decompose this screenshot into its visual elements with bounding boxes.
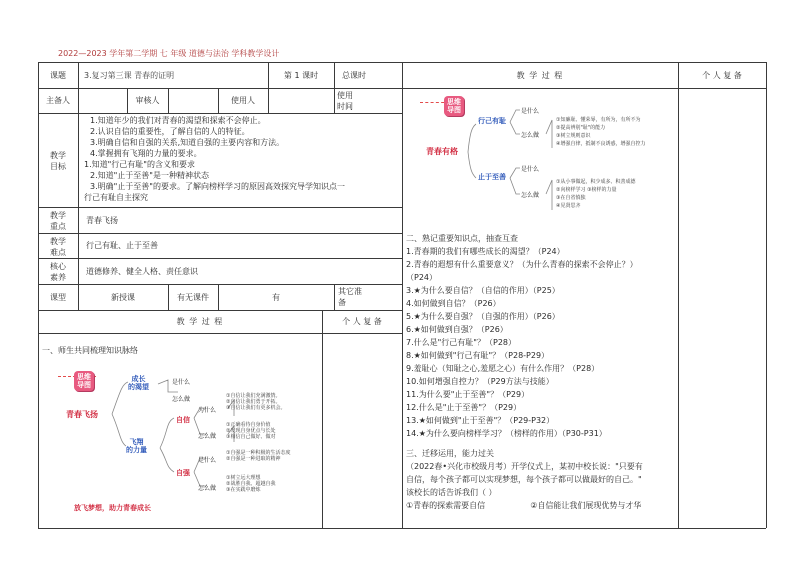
connector [510,178,520,194]
mindmap-what: 是什么 [172,379,191,386]
connector [468,124,476,152]
question-text-line: 该校长的话告诉我们（ ） [406,488,497,497]
detail-item: ③相信自己做好、做对 [226,434,276,440]
question-item: 11.为什么要"止于至善"？（P29） [406,390,530,399]
goal-item: 1.知道年少的我们对青春的渴望和探索不会停止。 [90,116,266,125]
mindmap-bottom-slogan: 放飞梦想，助力青春成长 [74,504,151,512]
period-label: 第 1 课时 [283,71,319,80]
mindmap-how: 怎么做 [172,396,191,403]
mindmap-details-what [226,450,290,462]
question-text-line: 自信，每个孩子都可以实现梦想，每个孩子都可以做最好的自己。" [406,475,642,484]
use-time-label: 使用 时间 [337,91,353,111]
mindmap-details-shame [556,117,646,147]
connector [112,414,126,446]
mindmap-how: 怎么做 [521,192,540,199]
connector [468,152,476,178]
question-item: 5.★为什么要自强？（自强的作用）（P26） [406,312,560,321]
courseware-label: 有无课件 [177,293,209,302]
question-item: 7.什么是"行己有耻"？（P28） [406,338,516,347]
detail-item: ③自信让我们有更多机会。 [226,405,286,411]
mindmap-branch-power: 飞翔 的力量 [126,438,147,454]
goal-item: 3.明确自信和自强的关系,知道自强的主要内容和方法。 [90,138,285,147]
detail-item: ①正确看待自身价值 [226,422,271,428]
user-label: 使用人 [231,96,255,105]
process-title-left: 教 学 过 程 [176,317,224,326]
literacy-label: 核心 素养 [50,262,66,282]
question-item: 1.青春期的我们有哪些成长的渴望？（P24） [406,247,565,256]
detail-item: ②自强是一种进取的精神 [226,456,281,462]
mindmap-what: 是什么 [198,457,217,464]
difficulties-value: 行己有耻、止于至善 [86,241,158,250]
connector [510,110,520,122]
goals-list [84,115,345,203]
goal-item: 1.知道"行己有耻"的含义和要求 [84,160,195,169]
question-item: 10.如何增强自控力？（P29方法与技能） [406,377,554,386]
question-item: 2.青春的遐想有什么重要意义？（为什么青春的探索不会停止？） [406,260,638,269]
mindmap-branch-growth: 成长 的渴望 [128,375,149,391]
section-three [406,447,643,512]
mindmap-how: 怎么做 [198,433,217,440]
mindmap-branch-shame: 行己有耻 [478,117,506,125]
question-item: 14.★为什么要向榜样学习？（榜样的作用）（P30-P31） [406,429,607,438]
detail-item: ①从小事做起，积少成多、积善成德 [556,179,636,185]
mindmap-confidence: 自信 [176,416,190,424]
mindmap-how: 怎么做 [521,132,540,139]
option-a: ①青春的探索需要自信 [406,501,486,510]
detail-item: ③树立规则意识 [556,133,591,139]
goal-item: 4.掌握拥有飞翔的力量的要求。 [90,149,202,158]
detail-item: ①树立远大理想 [226,475,261,481]
goal-item: 3.明确"止于至善"的要求。了解向榜样学习的原因高效探究导学知识点一 [90,182,345,191]
detail-item: ④增强自律，抵制不良诱惑，增强自控力 [556,141,646,147]
mindmap-root: 青春有格 [426,147,458,156]
detail-item: ②提高辨别"耻"的能力 [556,125,606,131]
courseware-value: 有 [272,293,280,302]
key-points-value: 青春飞扬 [86,216,118,225]
mindmap-how: 怎么做 [198,485,217,492]
connector [160,448,174,472]
question-item: 3.★为什么要自信？（自信的作用）（P25） [406,286,560,295]
detail-item: ②自信让我们勇于开拓。 [226,399,281,405]
goal-item: 行己有耻自主探究 [84,193,148,202]
question-text-line: （2022春•兴化市校级月考）开学仪式上，某初中校长说："只要有 [406,462,643,471]
mindmap-badge: 思维 导图 [74,371,94,391]
section-three-title: 三、迁移运用，能力过关 [406,449,494,458]
connector [546,180,552,210]
mindmap-why: 为什么 [198,407,217,414]
topic-label: 课题 [50,71,66,80]
detail-item: ③在实践中磨炼 [226,487,261,493]
process-title-right: 教 学 过 程 [516,71,564,80]
reviewer-label: 审核人 [135,96,160,105]
connector [510,168,520,178]
goal-item: 2.知道"止于至善"是一种精神状态 [90,171,209,180]
mindmap-root: 青春飞扬 [66,410,98,419]
mindmap-details-excellence [556,179,635,209]
page-header-title: 2022—2023 学年第二学期 七 年级 道德与法治 学科教学设计 [58,49,280,58]
question-item: 9.羞耻心（知耻之心,羞愿之心）有什么作用？（P28） [406,364,600,373]
detail-item: ②发现自身优点与长处 [226,428,276,434]
question-item: （P24） [406,273,438,282]
mindmap-details-why [226,393,285,411]
goals-label: 教学 目标 [50,151,66,171]
mindmap-what: 是什么 [521,166,540,173]
detail-item: ①自信让我们充满激情。 [226,393,281,399]
detail-item: ④见贤思齐 [556,203,581,209]
lesson-type-label: 课型 [50,293,66,302]
mindmap-details-how-strength [226,475,275,493]
mindmap-badge: 思维 导图 [444,96,464,116]
goal-item: 2.认识自信的重要性，了解自信的人的特征。 [90,127,250,136]
mindmap-self-strength: 自强 [176,469,190,477]
answer-options [406,499,643,512]
notes-title-right: 个 人 复 备 [702,71,742,80]
preparer-label: 主备人 [46,96,70,105]
detail-item: ③在自省慎独 [556,195,586,201]
detail-item: ②向榜样学习 ③榜样的力量 [556,187,617,193]
topic-value: 3.复习第三课 青春的证明 [84,71,175,80]
literacy-value: 道德修养、健全人格、责任意识 [86,267,198,276]
question-item: 8.★如何做到"行己有耻"？（P28-P29） [406,351,550,360]
mindmap-branch-excellence: 止于至善 [478,173,506,181]
notes-title-left: 个 人 复 备 [342,317,382,326]
section-two [406,232,638,440]
other-prep-label: 其它准 备 [338,287,362,307]
question-item: 13.★如何做到"止于至善"？（P29-P32） [406,416,555,425]
total-periods-label: 总课时 [342,71,366,80]
section-two-title: 二、熟记重要知识点，抽查互查 [406,234,518,243]
connector [510,122,520,134]
mindmap-details-how [226,422,275,440]
mindmap-what: 是什么 [521,108,540,115]
detail-item: ①自强是一种积极的生活态度 [226,450,291,456]
question-item: 4.如何做到自信？（P26） [406,299,501,308]
connector [160,418,174,448]
difficulties-label: 教学 难点 [50,237,66,257]
lesson-type-value: 新授课 [111,293,135,302]
question-item: 6.★如何做到自强？（P26） [406,325,508,334]
option-b: ②自信能让我们展现优势与才华 [530,501,642,510]
key-points-label: 教学 重点 [50,211,66,231]
question-item: 12.什么是"止于至善"？（P29） [406,403,522,412]
detail-item: ②战胜自我、超越自我 [226,481,276,487]
section-one-title: 一、师生共同梳理知识脉络 [42,346,138,355]
detail-item: ①知廉耻、懂荣辱，有所为，有所不为 [556,117,641,123]
connector [112,382,128,414]
connector [546,120,552,148]
